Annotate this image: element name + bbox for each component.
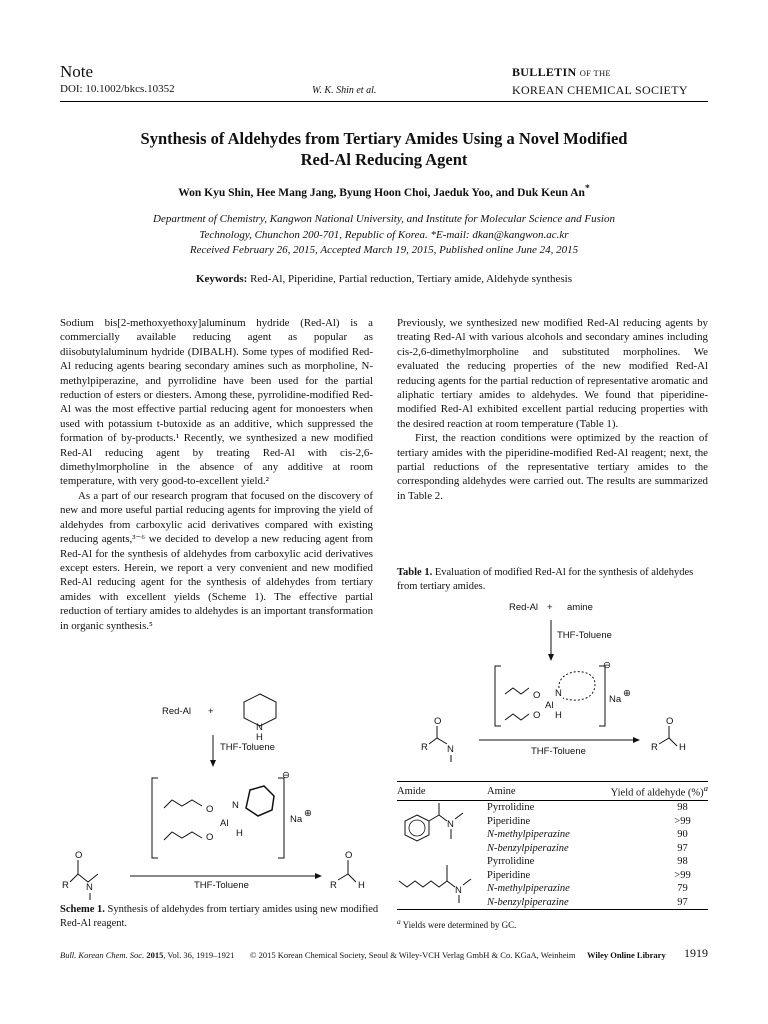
aldehyde-skeleton: [338, 874, 356, 882]
aldehyde-r: R: [330, 880, 337, 891]
plus-sign: +: [547, 602, 553, 613]
doi[interactable]: DOI: 10.1002/bkcs.10352: [60, 83, 175, 95]
solvent-label: THF-Toluene: [557, 630, 612, 641]
charge-plus: ⊕: [304, 808, 312, 819]
amide-cell-aromatic: [397, 801, 487, 856]
table-caption-label: Table 1.: [397, 567, 433, 578]
right-column: [397, 316, 708, 503]
methoxyethoxy-2: [505, 714, 529, 720]
amine-cell: Piperidine: [487, 815, 531, 827]
table-caption-text: Evaluation of modified Red-Al for the synthesis of aldehydes from tertiary amides.: [397, 567, 694, 592]
carbonyl-o: O: [75, 850, 83, 861]
table-row: [397, 855, 708, 868]
body-paragraph: Sodium bis[2-methoxyethoxy]aluminum hydride (Red-Al) is a commercially available reducing agent as popular as diisobutylaluminum hydride (DIBALH). Some types of modified Red-Al reducing agents bearing secondary amines such as morpholine, N-methylpiperazine, and pyrrolidine have been used for the partial reduction of esters or diesters. Among these, pyrrolidine-modified Red-Al was the most effective partial reducing agent for monoesters when used with potassium t-butoxide as an additive, which suppressed the formation of by-products.¹ Recently, we synthesized a new modified Red-Al reducing agent by treating Red-Al with cis-2,6-dimethylmorpholine in the absence of any additive at room temperature, with very good-to-excellent yield.²: [60, 317, 373, 488]
bracket-left: [152, 778, 158, 858]
header-rule: [60, 101, 708, 102]
table-row: [397, 801, 708, 815]
title-line: Red-Al Reducing Agent: [300, 150, 468, 169]
journal-bulletin: BULLETIN: [512, 65, 577, 79]
scheme-1: [60, 690, 380, 900]
aldehyde-h: H: [358, 880, 365, 891]
body-paragraph: As a part of our research program that focused on the discovery of new and more useful partial reducing agents for improving the yield of aldehydes from carboxylic acid derivatives compared with existing reducing agents,³⁻⁶ we decided to develop a new reducing agent from Red-Al for the synthesis of aldehydes from carboxylic acid derivatives except esters. Herein, we report a very convenient and new modified Red-Al reducing agent for the synthesis of aldehydes from tertiary amides with excellent yields (Scheme 1). The effective partial reduction of tertiary amides to aldehydes is an important transformation in organic synthesis.⁵: [60, 489, 374, 632]
yield-cell: 98: [677, 802, 688, 814]
yield-cell: >99: [674, 815, 691, 827]
received-dates: Received February 26, 2015, Accepted March 19, 2015, Published online June 24, 2015: [189, 244, 579, 256]
amine-cell: Piperidine: [487, 869, 531, 881]
charge-minus: ⊖: [603, 660, 611, 671]
title-line: Synthesis of Aldehydes from Tertiary Amides Using a Novel Modified: [140, 129, 628, 148]
keywords-text: Red-Al, Piperidine, Partial reduction, Tertiary amide, Aldehyde synthesis: [250, 273, 572, 285]
plus-sign: +: [208, 706, 214, 717]
bracket-right: [599, 666, 605, 726]
amide-n: N: [447, 819, 454, 830]
hydride: H: [555, 710, 562, 721]
amine-cell: Pyrrolidine: [487, 856, 535, 868]
amide-n: N: [86, 882, 93, 893]
aromatic-circle: [409, 820, 425, 836]
nitrogen-atom: N: [232, 800, 239, 811]
yield-cell: 98: [677, 856, 688, 868]
arrow-head: [210, 760, 216, 767]
amide-bond: [439, 815, 447, 821]
footer-citation: [60, 950, 234, 960]
amide-skeleton: [429, 738, 447, 744]
running-authors: W. K. Shin et al.: [312, 85, 377, 96]
table-header-row: [397, 782, 708, 801]
bracket-left: [495, 666, 501, 726]
header-amine: Amine: [487, 785, 516, 797]
page-number: 1919: [684, 946, 708, 960]
aluminum-atom: Al: [220, 818, 229, 829]
keywords: [60, 273, 708, 285]
journal-name-line2: KOREAN CHEMICAL SOCIETY: [512, 83, 688, 97]
author-list: [60, 183, 708, 199]
yield-cell: 97: [677, 896, 688, 908]
arrow-head: [548, 654, 554, 661]
oxygen-2: O: [533, 710, 541, 721]
table-1-grid: [397, 781, 708, 910]
reagent-amine: amine: [567, 602, 593, 613]
scheme-caption-text: Synthesis of aldehydes from tertiary amides using new modified Red-Al reagent.: [60, 904, 379, 929]
oxygen-2: O: [206, 832, 214, 843]
aldehyde-o: O: [666, 716, 674, 727]
aryl-carbonyl-bond: [429, 815, 439, 821]
affiliation: [60, 212, 708, 259]
sodium-ion: Na: [609, 694, 622, 705]
yield-cell: 90: [677, 829, 688, 841]
r-group: R: [421, 742, 428, 753]
oxygen-1: O: [206, 804, 214, 815]
amine-cell: N-methylpiperazine: [487, 829, 570, 841]
piperidine-h: H: [256, 732, 263, 743]
amide-n: N: [447, 744, 454, 755]
table-1: [397, 781, 708, 910]
table-1-footnote: [397, 917, 516, 930]
r-group: R: [62, 880, 69, 891]
footnote-text: Yields were determined by GC.: [402, 920, 517, 930]
article-type: Note: [60, 62, 94, 81]
hydride: H: [236, 828, 243, 839]
authors-text: Won Kyu Shin, Hee Mang Jang, Byung Hoon Choi, Jaeduk Yoo, and Duk Keun An: [178, 186, 585, 199]
aliphatic-amide-structure: [397, 855, 477, 905]
aldehyde-o: O: [345, 850, 353, 861]
reagent-red-al: Red-Al: [162, 706, 192, 717]
scheme-caption-label: Scheme 1.: [60, 904, 105, 915]
header-yield-mark: a: [703, 783, 708, 794]
scheme-1-caption: [60, 903, 380, 930]
table-1-scheme-drawing: [397, 598, 708, 768]
amide-skeleton: [70, 874, 98, 882]
yield-cell: 97: [677, 842, 688, 854]
body-paragraph: Previously, we synthesized new modified Red-Al reducing agents by treating Red-Al with various alcohols and secondary amines including cis-2,6-dimethylmorpholine and substituted morpholines. We evaluated the reducing properties of the new modified Red-Al reducing agents for the partial reduction of representative aromatic and aliphatic tertiary amides to aldehydes. We found that piperidine-modified Red-Al exhibited excellent partial reducing properties with the desired reaction at room temperature (Table 1).: [397, 317, 708, 430]
piperidine-n: N: [256, 722, 263, 733]
amine-ring-dashed: [559, 672, 595, 700]
reaction-solvent: THF-Toluene: [194, 880, 249, 891]
table-1-scheme: [397, 598, 708, 768]
reaction-arrow-head: [315, 873, 322, 879]
charge-plus: ⊕: [623, 688, 631, 699]
footnote-mark: a: [397, 917, 401, 926]
carbonyl-o: O: [434, 716, 442, 727]
reaction-arrow-head: [633, 737, 640, 743]
amide-n: N: [455, 885, 462, 896]
left-column: [60, 316, 373, 633]
amine-cell: N-methylpiperazine: [487, 883, 570, 895]
piperidinyl-ring: [246, 786, 274, 816]
aluminum-atom: Al: [545, 700, 554, 711]
methoxyethoxy-1: [164, 800, 202, 808]
keywords-label: Keywords:: [195, 273, 248, 285]
alkyl-chain: [399, 881, 447, 887]
reagent-red-al: Red-Al: [509, 602, 539, 613]
header-yield-text: Yield of aldehyde (%): [610, 787, 704, 799]
scheme-1-drawing: [60, 690, 380, 900]
charge-minus: ⊖: [282, 770, 290, 781]
aldehyde-h: H: [679, 742, 686, 753]
oxygen-1: O: [533, 690, 541, 701]
affiliation-line: Technology, Chunchon 200-701, Republic of Korea. *E-mail: dkan@kangwon.ac.kr: [199, 228, 569, 241]
nitrogen-atom: N: [555, 688, 562, 699]
bracket-right: [278, 778, 284, 858]
reaction-solvent: THF-Toluene: [531, 746, 586, 757]
aldehyde-r: R: [651, 742, 658, 753]
n-methyl-1: [463, 879, 471, 885]
footer-journal: Bull. Korean Chem. Soc.: [60, 950, 145, 960]
affiliation-line: Department of Chemistry, Kangwon National University, and Institute for Molecular Science and Fusion: [153, 213, 615, 225]
yield-cell: 79: [677, 883, 688, 895]
body-paragraph: First, the reaction conditions were optimized by the reaction of tertiary amides with the piperidine-modified Red-Al reagent; next, the partial reductions of the representative tertiary amides to the corresponding aldehydes were carried out. The results are summarized in Table 2.: [397, 432, 708, 502]
amine-cell: N-benzylpiperazine: [487, 896, 569, 908]
journal-of-the: OF THE: [579, 68, 611, 78]
yield-cell: >99: [674, 869, 691, 881]
table-1-caption: [397, 566, 708, 593]
aldehyde-skeleton: [659, 738, 677, 746]
amide-cell-aliphatic: [397, 855, 487, 910]
footer-library[interactable]: Wiley Online Library: [587, 950, 666, 960]
journal-name-line1: [512, 65, 611, 80]
amine-cell: Pyrrolidine: [487, 802, 535, 814]
benzamide-structure: [397, 801, 477, 851]
sodium-ion: Na: [290, 814, 303, 825]
header-amide: Amide: [397, 785, 426, 797]
corresponding-mark: *: [584, 183, 590, 194]
amide-bond: [447, 881, 455, 887]
methoxyethoxy-1: [505, 688, 529, 694]
footer-year: 2015: [146, 950, 164, 960]
methoxyethoxy-2: [164, 832, 202, 840]
header-yield: [597, 782, 708, 801]
amine-cell: N-benzylpiperazine: [487, 842, 569, 854]
solvent-label: THF-Toluene: [220, 742, 275, 753]
footer-copyright: © 2015 Korean Chemical Society, Seoul & Wiley-VCH Verlag GmbH & Co. KGaA, Weinheim: [250, 950, 576, 960]
article-title: [60, 128, 708, 170]
footer-volume: , Vol. 36, 1919–1921: [163, 950, 235, 960]
n-methyl-1: [455, 813, 463, 819]
